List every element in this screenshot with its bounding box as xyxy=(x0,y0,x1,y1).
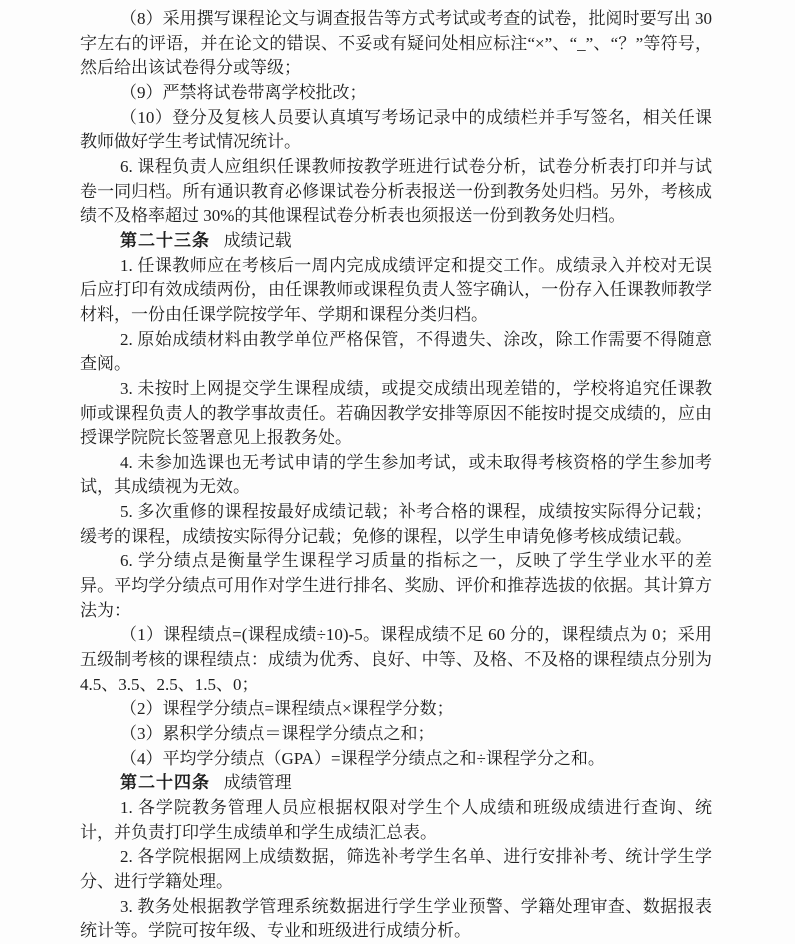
article-23-heading xyxy=(80,229,712,254)
article-24-title: 成绩管理 xyxy=(223,773,292,793)
gpa-formula-3-paragraph: （3）累积学分绩点＝课程学分绩点之和； xyxy=(120,724,435,744)
article-23-title: 成绩记载 xyxy=(223,230,292,250)
gpa-formula-1-paragraph: （1）课程绩点=(课程成绩÷10)-5。课程成绩不足 60 分的，课程绩点为 0；采用五级制考核的课程绩点：成绩为优秀、良好、中等、及格、不及格的课程绩点分别为 4.5、3.5、2.5、1.5、0； xyxy=(80,625,712,694)
article-23-number: 第二十三条 xyxy=(120,230,210,250)
grade-item-4-paragraph: 4. 未参加选课也无考试申请的学生参加考试，或未取得考核资格的学生参加考试，其成绩视为无效。 xyxy=(80,452,712,497)
article-24-heading xyxy=(80,771,712,796)
clause-8-paper-review-paragraph: （8）采用撰写课程论文与调查报告等方式考试或考查的试卷，批阅时要写出 30 字左右的评语，并在论文的错误、不妥或有疑问处相应标注“×”、“_”、“？”等符号，然后给出该试卷得分或等级； xyxy=(80,9,712,78)
grade-item-2-paragraph: 2. 原始成绩材料由教学单位严格保管，不得遗失、涂改，除工作需要不得随意查阅。 xyxy=(80,329,712,374)
mgmt-item-1-paragraph: 1. 各学院教务管理人员应根据权限对学生个人成绩和班级成绩进行查询、统计，并负责打印学生成绩单和学生成绩汇总表。 xyxy=(80,798,712,842)
grade-item-1-paragraph: 1. 任课教师应在考核后一周内完成成绩评定和提交工作。成绩录入并校对无误后应打印有效成绩两份，由任课教师或课程负责人签字确认，一份存入任课教师教学材料，一份由任课学院按学年、学期和课程分类归档。 xyxy=(80,255,712,324)
gpa-formula-4-paragraph: （4）平均学分绩点（GPA）=课程学分绩点之和÷课程学分之和。 xyxy=(120,748,605,768)
mgmt-item-3-paragraph: 3. 教务处根据教学管理系统数据进行学生学业预警、学籍处理审查、数据报表统计等。学院可按年级、专业和班级进行成绩分析。 xyxy=(80,896,712,941)
document-page xyxy=(80,7,712,944)
grade-item-6-gpa-paragraph: 6. 学分绩点是衡量学生课程学习质量的指标之一，反映了学生学业水平的差异。平均学分绩点可用作对学生进行排名、奖励、评价和推荐选拔的依据。其计算方法为： xyxy=(80,551,712,620)
grade-item-5-paragraph: 5. 多次重修的课程按最好成绩记载；补考合格的课程，成绩按实际得分记载；缓考的课程，成绩按实际得分记载；免修的课程，以学生申请免修考核成绩记载。 xyxy=(80,502,712,546)
article-24-number: 第二十四条 xyxy=(120,773,210,793)
clause-10-score-entry-paragraph: （10）登分及复核人员要认真填写考场记录中的成绩栏并手写签名，相关任课教师做好学生考试情况统计。 xyxy=(80,107,712,152)
item-6-paper-analysis-paragraph: 6. 课程负责人应组织任课教师按教学班进行试卷分析，试卷分析表打印并与试卷一同归档。所有通识教育必修课试卷分析表报送一份到教务处归档。另外，考核成绩不及格率超过 30%的其他课程试卷分析表也须报送一份到教务处归档。 xyxy=(80,156,712,226)
clause-9-no-takeout-paragraph: （9）严禁将试卷带离学校批改； xyxy=(120,82,367,102)
gpa-formula-2-paragraph: （2）课程学分绩点=课程绩点×课程学分数； xyxy=(120,699,454,719)
grade-item-3-paragraph: 3. 未按时上网提交学生课程成绩，或提交成绩出现差错的，学校将追究任课教师或课程负责人的教学事故责任。若确因教学安排等原因不能按时提交成绩的，应由授课学院院长签署意见上报教务处。 xyxy=(80,378,712,448)
mgmt-item-2-paragraph: 2. 各学院根据网上成绩数据，筛选补考学生名单、进行安排补考、统计学生学分、进行学籍处理。 xyxy=(80,847,712,891)
